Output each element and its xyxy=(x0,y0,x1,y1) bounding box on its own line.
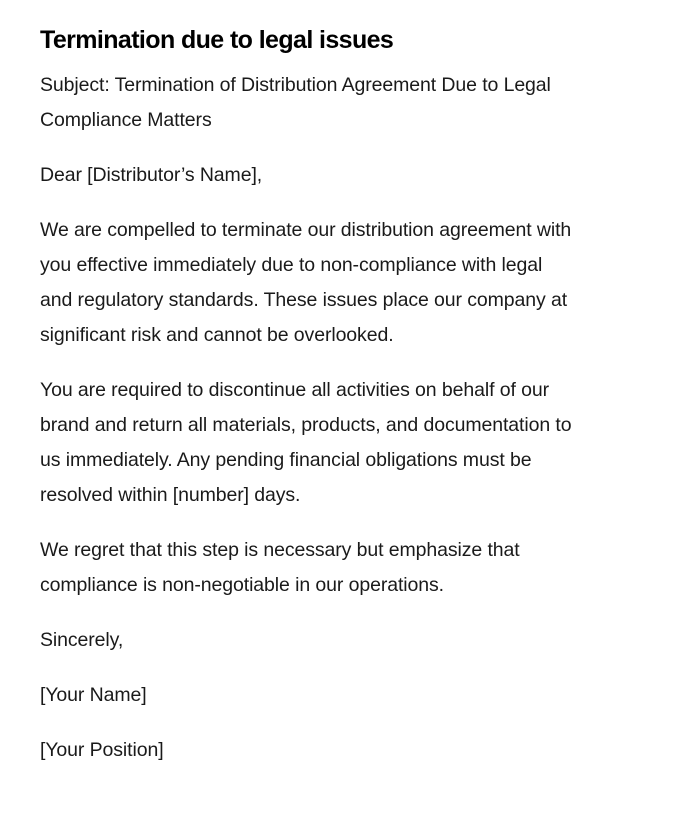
subject-line xyxy=(40,68,680,138)
text-line: brand and return all materials, products, and documentation to xyxy=(40,414,572,436)
text-line: and regulatory standards. These issues place our company at xyxy=(40,289,568,311)
letter-document xyxy=(40,22,680,788)
text-line: [Your Name] xyxy=(40,684,147,706)
text-line: Dear [Distributor’s Name], xyxy=(40,164,263,186)
body-paragraph-1 xyxy=(40,213,680,353)
text-line: compliance is non-negotiable in our operations. xyxy=(40,574,444,596)
text-line: Subject: Termination of Distribution Agreement Due to Legal xyxy=(40,74,551,96)
body-paragraph-3 xyxy=(40,533,680,603)
text-line: significant risk and cannot be overlooked. xyxy=(40,324,394,346)
body-paragraph-2 xyxy=(40,373,680,513)
text-line: [Your Position] xyxy=(40,739,164,761)
text-line: Sincerely, xyxy=(40,629,124,651)
salutation xyxy=(40,158,680,193)
signature-position xyxy=(40,733,680,768)
text-line: resolved within [number] days. xyxy=(40,484,301,506)
document-title: Termination due to legal issues xyxy=(40,26,394,54)
text-line: We are compelled to terminate our distribution agreement with xyxy=(40,219,572,241)
text-line: us immediately. Any pending financial obligations must be xyxy=(40,449,532,471)
text-line: Compliance Matters xyxy=(40,109,212,131)
signature-name xyxy=(40,678,680,713)
text-line: We regret that this step is necessary but emphasize that xyxy=(40,539,520,561)
closing xyxy=(40,623,680,658)
text-line: you effective immediately due to non-compliance with legal xyxy=(40,254,543,276)
text-line: You are required to discontinue all activities on behalf of our xyxy=(40,379,549,401)
